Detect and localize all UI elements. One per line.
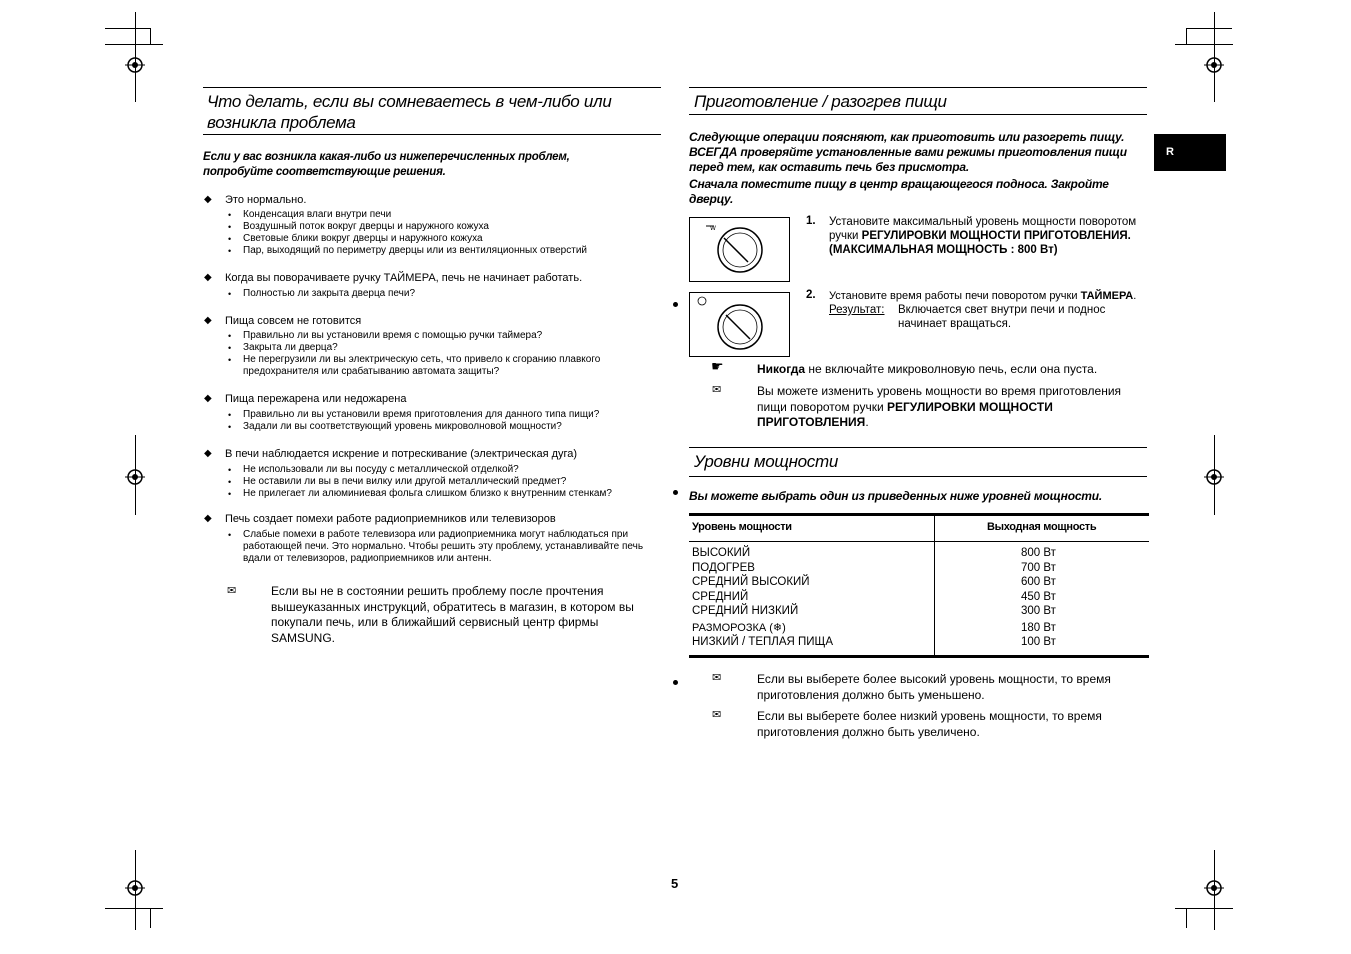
registration-mark-icon	[1204, 878, 1224, 898]
table-cell: 700 Вт	[1021, 561, 1056, 574]
left-title: Что делать, если вы сомневаетесь в чем-либо или возникла проблема	[207, 92, 612, 132]
intro-text-2: Сначала поместите пищу в центр вращающегося подноса. Закройте дверцу.	[689, 177, 1109, 206]
group-head: Когда вы поворачиваете ручку ТАЙМЕРА, печь не начинает работать.	[225, 272, 583, 284]
step-2-result-label: Результат:	[829, 304, 885, 316]
note-icon: ✉	[227, 585, 237, 597]
table-cell: СРЕДНИЙ НИЗКИЙ	[692, 605, 799, 617]
group-head: Это нормально.	[225, 194, 307, 206]
table-cell: 100 Вт	[1021, 636, 1056, 648]
step-2-number: 2.	[806, 289, 816, 301]
note-icon: ✉	[712, 672, 722, 684]
registration-mark-icon	[125, 878, 145, 898]
group-head: Пища пережарена или недожарена	[225, 393, 407, 405]
step-2-result: Включается свет внутри печи и поднос начинает вращаться.	[898, 304, 1106, 330]
list-item: • Правильно ли вы установили время с помощью ручки таймера?	[228, 330, 648, 342]
table-cell: 600 Вт	[1021, 576, 1056, 588]
note-icon: ✉	[712, 384, 722, 396]
table-cell: СРЕДНИЙ ВЫСОКИЙ	[692, 576, 810, 588]
hand-pointer-icon: ☛	[711, 358, 724, 374]
table-cell: 300 Вт	[1021, 605, 1056, 617]
margin-dot	[673, 490, 678, 495]
table-cell: НИЗКИЙ / ТЕПЛАЯ ПИЩА	[692, 636, 833, 648]
table-cell: РАЗМОРОЗКА (❄)	[692, 621, 786, 634]
language-tab: R	[1154, 134, 1226, 171]
margin-dot	[673, 680, 678, 685]
list-item: • Слабые помехи в работе телевизора или радиоприемника могут наблюдаться при работающей печи. Это нормально. Чтобы решить эту проблему, устанавливайте печь вдали от телевизоров, радиоприемников или антенн.	[228, 529, 660, 565]
list-item: • Пар, выходящий по периметру дверцы или из вентиляционных отверстий	[228, 245, 587, 257]
output-column	[1021, 546, 1056, 650]
step-1-number: 1.	[806, 215, 816, 227]
group-head: Печь создает помехи работе радиоприемников или телевизоров	[225, 513, 556, 525]
timer-dial-icon	[689, 292, 790, 357]
note-icon: ✉	[712, 709, 722, 721]
list-item: • Не перегрузили ли вы электрическую сеть, что привело к сгоранию плавкого предохранителя или срабатыванию автомата защиты?	[228, 354, 648, 378]
group-head: В печи наблюдается искрение и потрескивание (электрическая дуга)	[225, 448, 578, 460]
margin-dot	[673, 302, 678, 307]
list-item: • Правильно ли вы установили время приготовления для данного типа пищи?	[228, 409, 599, 421]
table-cell: ПОДОГРЕВ	[692, 561, 755, 574]
power-dial-icon	[689, 217, 790, 282]
right-title: Приготовление / разогрев пищи	[694, 92, 947, 111]
group-list	[228, 529, 660, 565]
list-item: • Не прилегает ли алюминиевая фольга слишком близко к внутренним стенкам?	[228, 488, 612, 500]
registration-mark-icon	[1204, 55, 1224, 75]
step-2-text: Установите время работы печи поворотом ручки ТАЙМЕРА.	[829, 290, 1137, 302]
list-item: • Не использовали ли вы посуду с металлической отделкой?	[228, 464, 612, 476]
step-1-text: Установите максимальный уровень мощности поворотом ручки РЕГУЛИРОВКИ МОЩНОСТИ ПРИГОТОВЛЕНИЯ. (МАКСИМАЛЬНАЯ МОЩНОСТЬ : 800 Вт)	[829, 216, 1137, 256]
diamond-bullet-icon: ◆	[204, 448, 212, 459]
left-subtitle: Если у вас возникла какая-либо из нижеперечисленных проблем, попробуйте соответствующие решения.	[203, 151, 570, 178]
group-list	[228, 409, 599, 433]
note-high: Если вы выберете более высокий уровень мощности, то время приготовления должно быть уменьшено.	[757, 672, 1111, 702]
diamond-bullet-icon: ◆	[204, 315, 212, 326]
group-list	[228, 288, 415, 300]
group-list	[228, 209, 587, 257]
list-item: • Полностью ли закрыта дверца печи?	[228, 288, 415, 300]
diamond-bullet-icon: ◆	[204, 194, 212, 205]
list-item: • Не оставили ли вы в печи вилку или другой металлический предмет?	[228, 476, 612, 488]
registration-mark-icon	[125, 467, 145, 487]
list-item: • Закрыта ли дверца?	[228, 342, 648, 354]
never-note: Никогда не включайте микроволновую печь, если она пуста.	[757, 362, 1098, 376]
diamond-bullet-icon: ◆	[204, 272, 212, 283]
group-head: Пища совсем не готовится	[225, 315, 362, 327]
power-change-note: Вы можете изменить уровень мощности во время приготовления пищи поворотом ручки РЕГУЛИРОВКИ МОЩНОСТИ ПРИГОТОВЛЕНИЯ.	[757, 384, 1122, 429]
group-list	[228, 330, 648, 378]
list-item: • Воздушный поток вокруг дверцы и наружного кожуха	[228, 221, 587, 233]
table-cell: ВЫСОКИЙ	[692, 547, 751, 559]
table-cell: 800 Вт	[1021, 547, 1056, 559]
diamond-bullet-icon: ◆	[204, 393, 212, 404]
level-column	[692, 546, 833, 650]
note-low: Если вы выберете более низкий уровень мощности, то время приготовления должно быть увеличено.	[757, 709, 1102, 739]
table-cell: СРЕДНИЙ	[692, 590, 749, 603]
group-list	[228, 464, 612, 500]
note-text: Если вы не в состоянии решить проблему после прочтения вышеуказанных инструкций, обратитесь в магазин, в котором вы покупали печь, или в ближайший сервисный центр фирмы SAMSUNG.	[271, 584, 634, 645]
registration-mark-icon	[125, 55, 145, 75]
power-levels-intro: Вы можете выбрать один из приведенных ниже уровней мощности.	[689, 489, 1103, 503]
intro-text: Следующие операции поясняют, как приготовить или разогреть пищу. ВСЕГДА проверяйте установленные вами режимы приготовления пищи перед тем, как оставить печь без присмотра.	[689, 130, 1127, 174]
svg-text:W: W	[710, 225, 716, 232]
list-item: • Задали ли вы соответствующий уровень микроволновой мощности?	[228, 421, 599, 433]
page-number: 5	[671, 876, 679, 891]
power-levels-title: Уровни мощности	[694, 452, 838, 471]
table-head-level: Уровень мощности	[692, 521, 792, 533]
list-item: • Конденсация влаги внутри печи	[228, 209, 587, 221]
table-cell: 180 Вт	[1021, 621, 1056, 634]
registration-mark-icon	[1204, 467, 1224, 487]
table-head-output: Выходная мощность	[987, 521, 1097, 533]
list-item: • Световые блики вокруг дверцы и наружного кожуха	[228, 233, 587, 245]
diamond-bullet-icon: ◆	[204, 513, 212, 524]
table-cell: 450 Вт	[1021, 590, 1056, 603]
